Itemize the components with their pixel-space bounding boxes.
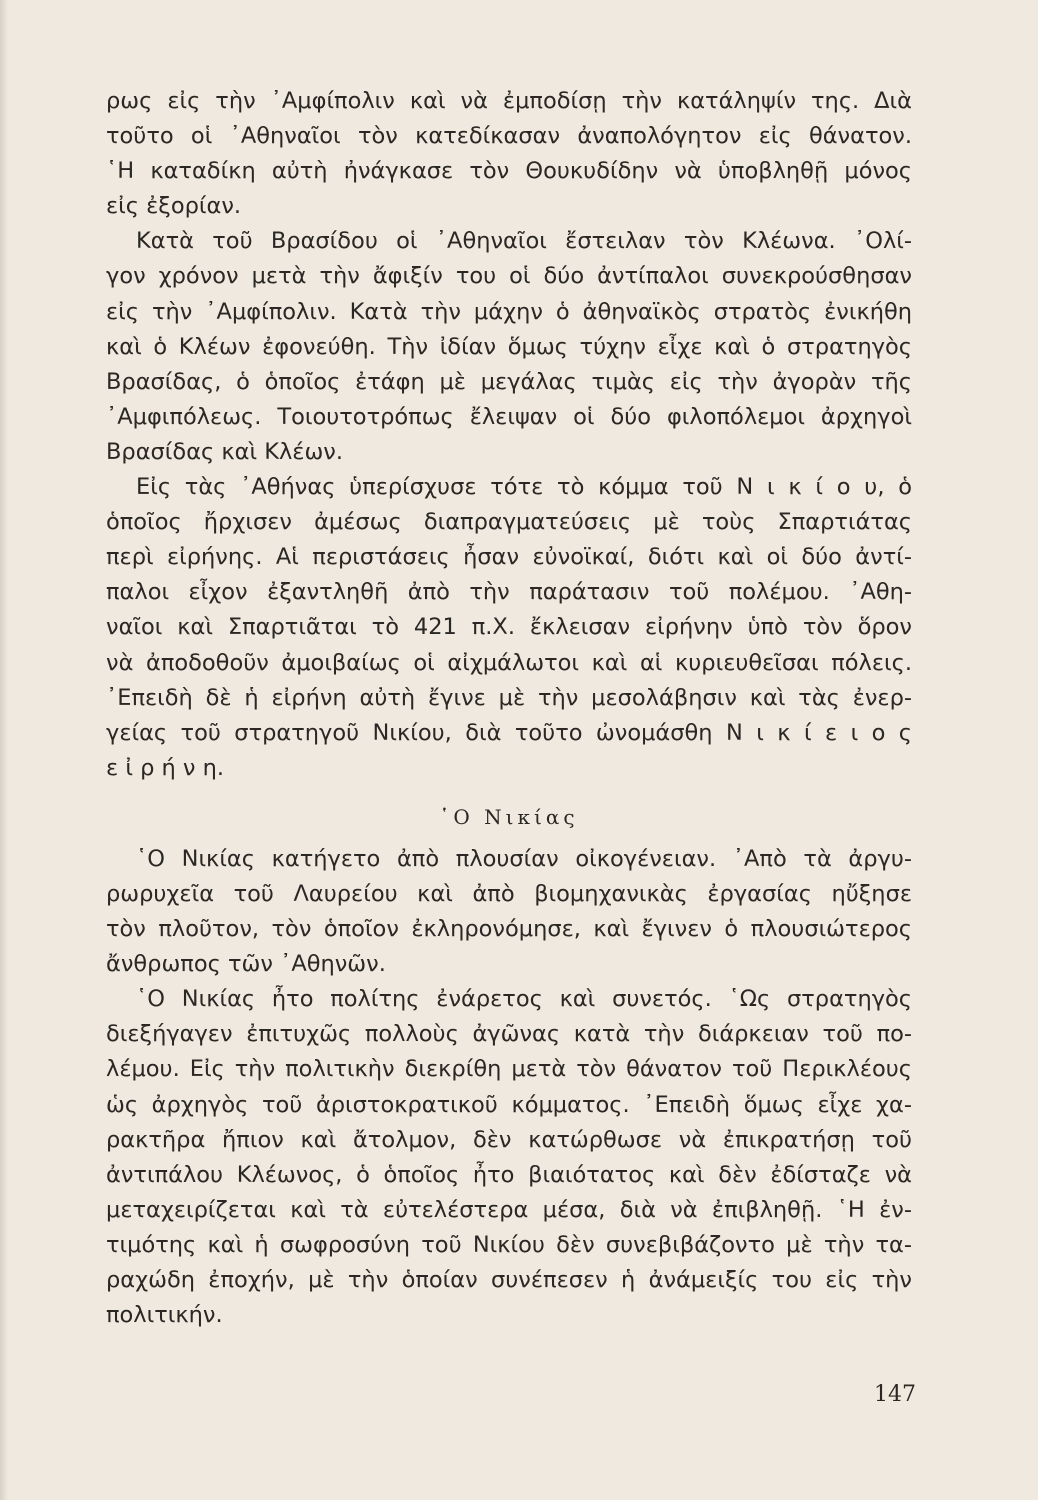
text-line: Κατὰ τοῦ Βρασίδου οἱ ᾿Αθηναῖοι ἔστειλαν τὸν Κλέωνα. ᾿Ολί- (136, 228, 912, 255)
text-line: ε ἰ ρ ή ν η. (106, 754, 225, 781)
paragraph-4 (106, 842, 912, 982)
text-line: διεξήγαγεν ἐπιτυχῶς πολλοὺς ἀγῶνας κατὰ τὴν διάρκειαν τοῦ πο- (106, 1021, 912, 1048)
text-line: εἰς ἐξορίαν. (106, 193, 242, 220)
text-line: τὸν πλοῦτον, τὸν ὁποῖον ἐκληρονόμησε, καὶ ἔγινεν ὁ πλουσιώτερος (106, 916, 912, 943)
text-line: ᾿Επειδὴ δὲ ἡ εἰρήνη αὐτὴ ἔγινε μὲ τὴν μεσολάβησιν καὶ τὰς ἐνερ- (106, 684, 912, 711)
text-line: μεταχειρίζεται καὶ τὰ εὐτελέστερα μέσα, διὰ νὰ ἐπιβληθῇ. ῾Η ἐν- (106, 1196, 912, 1223)
text-line: γείας τοῦ στρατηγοῦ Νικίου, διὰ τοῦτο ὠνομάσθη Ν ι κ ί ε ι ο ς (106, 719, 912, 746)
paragraph-2 (106, 224, 912, 470)
text-line: παλοι εἶχον ἐξαντληθῆ ἀπὸ τὴν παράτασιν τοῦ πολέμου. ᾿Αθη- (106, 579, 912, 606)
text-line: περὶ εἰρήνης. Αἱ περιστάσεις ἦσαν εὐνοϊκαί, διότι καὶ οἱ δύο ἀντί- (106, 544, 912, 571)
text-line: ρακτῆρα ἤπιον καὶ ἄτολμον, δὲν κατώρθωσε νὰ ἐπικρατήσῃ τοῦ (106, 1126, 912, 1153)
text-line: Βρασίδας, ὁ ὁποῖος ἐτάφη μὲ μεγάλας τιμὰς εἰς τὴν ἀγορὰν τῆς (106, 368, 912, 395)
text-line: ἀντιπάλου Κλέωνος, ὁ ὁποῖος ἦτο βιαιότατος καὶ δὲν ἐδίσταζε νὰ (106, 1161, 912, 1188)
text-line: ὁποῖος ἤρχισεν ἀμέσως διαπραγματεύσεις μὲ τοὺς Σπαρτιάτας (106, 509, 912, 536)
text-line: ἄνθρωπος τῶν ᾿Αθηνῶν. (106, 951, 386, 978)
text-line: Βρασίδας καὶ Κλέων. (106, 438, 344, 465)
text-line: ῾Ο Νικίας ἦτο πολίτης ἐνάρετος καὶ συνετός. ῾Ως στρατηγὸς (136, 986, 912, 1013)
text-line: ᾿Αμφιπόλεως. Τοιουτοτρόπως ἔλειψαν οἱ δύο φιλοπόλεμοι ἀρχηγοὶ (106, 403, 912, 430)
paragraph-3 (106, 470, 912, 786)
text-line: γον χρόνον μετὰ τὴν ἄφιξίν του οἱ δύο ἀντίπαλοι συνεκρούσθησαν (106, 263, 912, 290)
text-line: ὡς ἀρχηγὸς τοῦ ἀριστοκρατικοῦ κόμματος. ᾿Επειδὴ ὅμως εἶχε χα- (106, 1091, 912, 1118)
paragraph-5 (106, 982, 912, 1333)
text-line: πολιτικήν. (106, 1302, 223, 1329)
text-line: τοῦτο οἱ ᾿Αθηναῖοι τὸν κατεδίκασαν ἀναπολόγητον εἰς θάνατον. (106, 123, 912, 150)
text-line: ρωρυχεῖα τοῦ Λαυρείου καὶ ἀπὸ βιομηχανικὰς ἐργασίας ηὔξησε (106, 880, 912, 907)
binding-edge (0, 0, 8, 1500)
text-line: νὰ ἀποδοθοῦν ἀμοιβαίως οἱ αἰχμάλωτοι καὶ αἱ κυριευθεῖσαι πόλεις. (106, 649, 912, 676)
text-line: λέμου. Εἰς τὴν πολιτικὴν διεκρίθη μετὰ τὸν θάνατον τοῦ Περικλέους (106, 1056, 912, 1083)
body-text (106, 84, 912, 1333)
section-heading: ῾Ο Νικίας (439, 804, 579, 829)
text-line: Εἰς τὰς ᾿Αθήνας ὑπερίσχυσε τότε τὸ κόμμα τοῦ Ν ι κ ί ο υ, ὁ (136, 474, 912, 501)
text-line: ῾Η καταδίκη αὐτὴ ἠνάγκασε τὸν Θουκυδίδην νὰ ὑποβληθῇ μόνος (106, 158, 912, 185)
text-line: ρως εἰς τὴν ᾿Αμφίπολιν καὶ νὰ ἐμποδίσῃ τὴν κατάληψίν της. Διὰ (106, 88, 912, 114)
text-line: ραχώδη ἐποχήν, μὲ τὴν ὁποίαν συνέπεσεν ἡ ἀνάμειξίς του εἰς τὴν (106, 1267, 912, 1293)
text-line: ῾Ο Νικίας κατήγετο ἀπὸ πλουσίαν οἰκογένειαν. ᾿Απὸ τὰ ἀργυ- (136, 845, 912, 872)
text-line: εἰς τὴν ᾿Αμφίπολιν. Κατὰ τὴν μάχην ὁ ἀθηναϊκὸς στρατὸς ἐνικήθη (106, 298, 912, 325)
text-line: ναῖοι καὶ Σπαρτιᾶται τὸ 421 π.Χ. ἔκλεισαν εἰρήνην ὑπὸ τὸν ὅρον (106, 614, 912, 641)
text-line: καὶ ὁ Κλέων ἐφονεύθη. Τὴν ἰδίαν ὅμως τύχην εἶχε καὶ ὁ στρατηγὸς (106, 333, 912, 360)
paragraph-1 (106, 84, 912, 224)
page-number: 147 (874, 1382, 916, 1407)
text-line: τιμότης καὶ ἡ σωφροσύνη τοῦ Νικίου δὲν συνεβιβάζοντο μὲ τὴν τα- (106, 1231, 912, 1258)
